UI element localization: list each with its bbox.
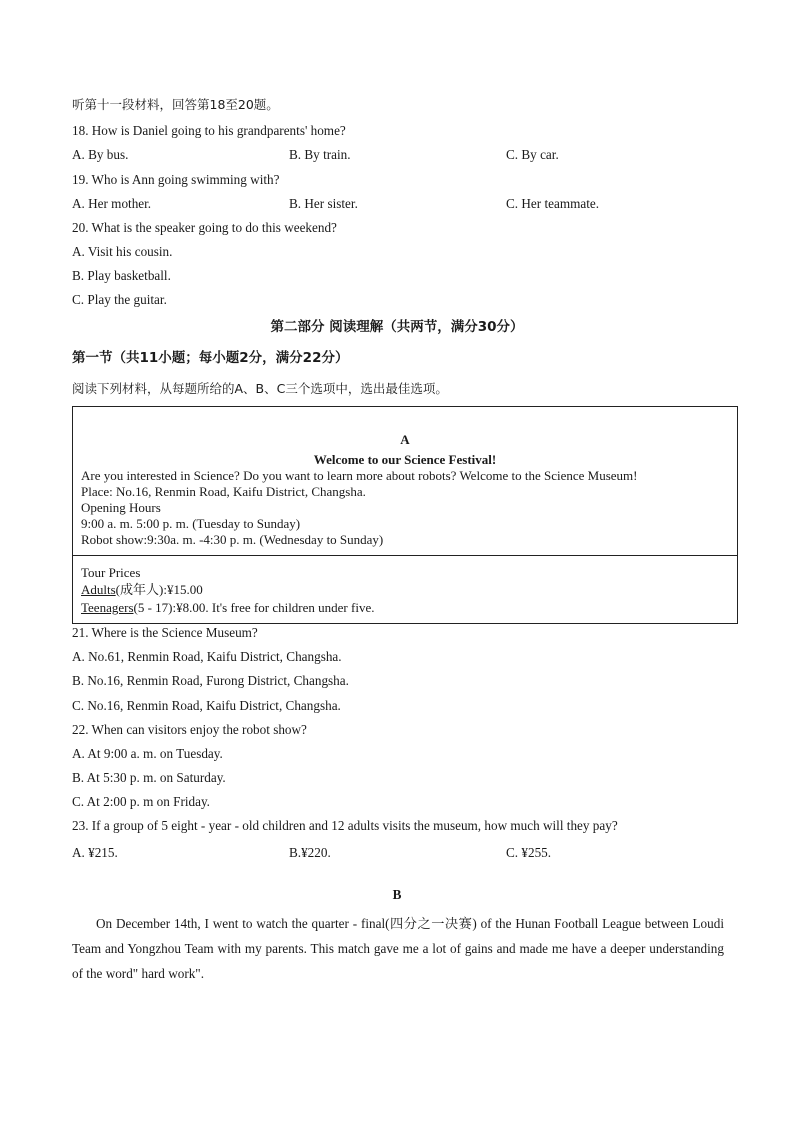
- question-21-stem: 21. Where is the Science Museum?: [72, 625, 258, 640]
- passage-b-paragraph: On December 14th, I went to watch the quarter - final(四分之一决赛) of the Hunan Football League between Loudi Team and Yongzhou Team with my parents. This match gave me a lot of gains and made me have a deeper understanding of the word" hard work".: [72, 916, 724, 981]
- passage-a-intro: Are you interested in Science? Do you want to learn more about robots? Welcome to the Science Museum!: [81, 468, 638, 483]
- passage-b-letter: B: [392, 887, 402, 902]
- question-22-stem: 22. When can visitors enjoy the robot show?: [72, 722, 307, 737]
- passage-a-adults-price: [81, 582, 203, 598]
- question-19-option-c: C. Her teammate.: [506, 196, 600, 211]
- question-19-option-a: A. Her mother.: [72, 196, 152, 211]
- question-22-option-b: B. At 5:30 p. m. on Saturday.: [72, 770, 226, 785]
- passage-a-letter: A: [400, 432, 410, 447]
- passage-a-box: [72, 406, 738, 624]
- adults-rest: (成年人):¥15.00: [115, 582, 203, 597]
- passage-a-hours-label: Opening Hours: [81, 500, 161, 515]
- part-two-title: 第二部分 阅读理解（共两节，满分30分）: [270, 319, 524, 335]
- question-20-option-a: A. Visit his cousin.: [72, 244, 173, 259]
- reading-instructions: 阅读下列材料，从每题所给的A、B、C三个选项中，选出最佳选项。: [72, 381, 448, 396]
- question-20-stem: 20. What is the speaker going to do this weekend?: [72, 220, 337, 235]
- question-22-option-a: A. At 9:00 a. m. on Tuesday.: [72, 746, 223, 761]
- passage-a-title: Welcome to our Science Festival!: [313, 452, 497, 467]
- teenagers-rest: (5 - 17):¥8.00. It's free for children under five.: [133, 600, 375, 615]
- teenagers-word: Teenagers: [81, 600, 134, 615]
- passage-a-hours: 9:00 a. m. 5:00 p. m. (Tuesday to Sunday): [81, 516, 301, 531]
- question-19-stem: 19. Who is Ann going swimming with?: [72, 172, 280, 187]
- passage-a-place: Place: No.16, Renmin Road, Kaifu District, Changsha.: [81, 484, 366, 499]
- passage-a-prices-label: Tour Prices: [81, 565, 141, 580]
- question-21-option-b: B. No.16, Renmin Road, Furong District, Changsha.: [72, 673, 349, 688]
- question-23-option-c: C. ¥255.: [506, 845, 552, 860]
- question-23-option-b: B.¥220.: [289, 845, 331, 860]
- question-21-option-c: C. No.16, Renmin Road, Kaifu District, Changsha.: [72, 698, 341, 713]
- section-one-title: 第一节（共11小题；每小题2分，满分22分）: [72, 350, 349, 366]
- question-20-option-c: C. Play the guitar.: [72, 292, 167, 307]
- question-18-option-b: B. By train.: [289, 147, 351, 162]
- question-18-option-c: C. By car.: [506, 147, 559, 162]
- question-22-option-c: C. At 2:00 p. m on Friday.: [72, 794, 210, 809]
- question-23-option-a: A. ¥215.: [72, 845, 118, 860]
- question-18-option-a: A. By bus.: [72, 147, 129, 162]
- passage-a-teens-price: [81, 600, 374, 616]
- question-18-stem: 18. How is Daniel going to his grandparents' home?: [72, 123, 346, 138]
- question-19-option-b: B. Her sister.: [289, 196, 358, 211]
- section-intro: 听第十一段材料，回答第18至20题。: [72, 97, 279, 112]
- question-21-option-a: A. No.61, Renmin Road, Kaifu District, Changsha.: [72, 649, 342, 664]
- question-20-option-b: B. Play basketball.: [72, 268, 171, 283]
- passage-a-robot-show: Robot show:9:30a. m. -4:30 p. m. (Wednesday to Sunday): [81, 532, 384, 547]
- question-23-stem: 23. If a group of 5 eight - year - old children and 12 adults visits the museum, how much will they pay?: [72, 818, 618, 833]
- adults-word: Adults: [81, 582, 116, 597]
- box-divider: [73, 555, 737, 556]
